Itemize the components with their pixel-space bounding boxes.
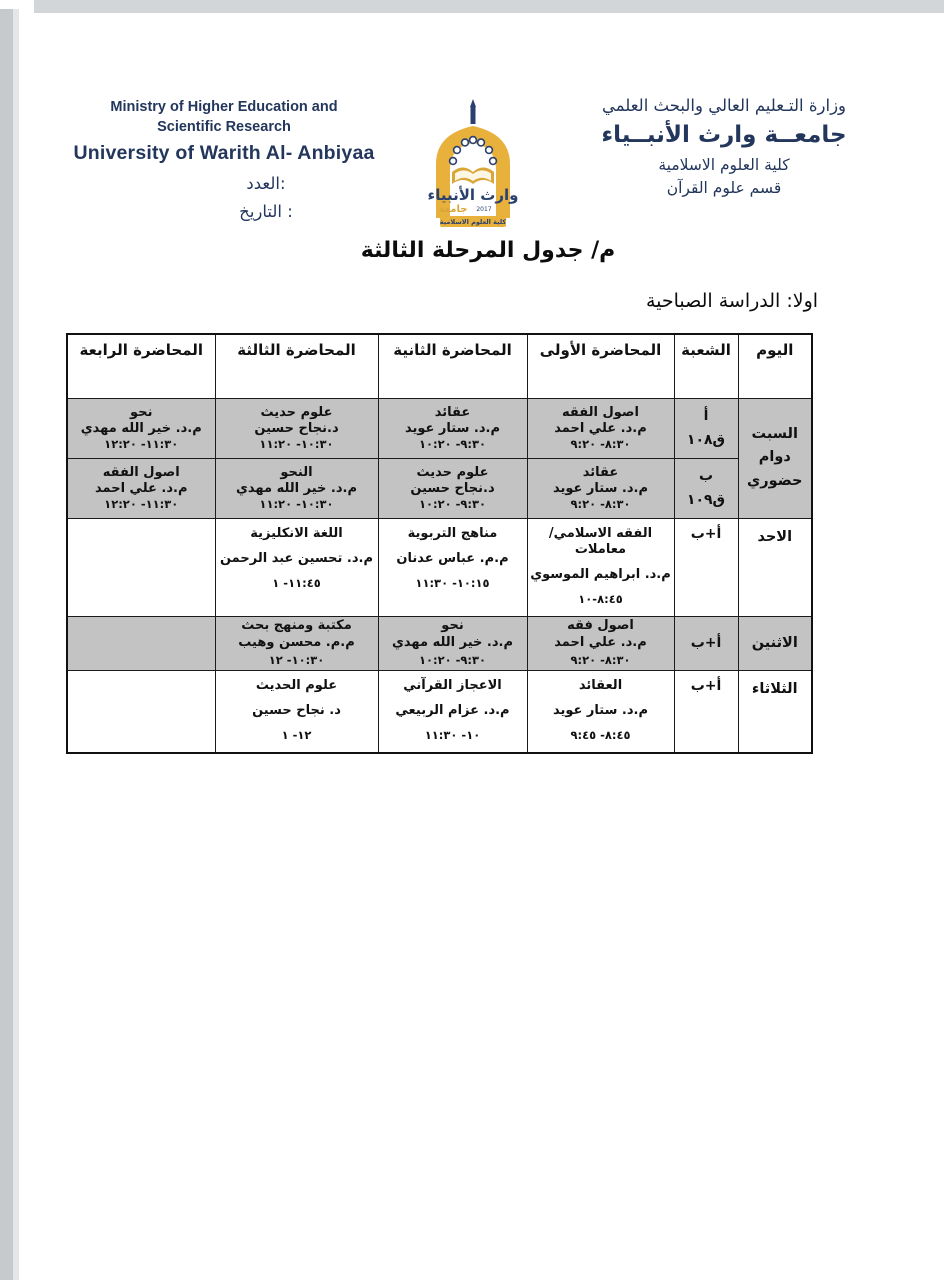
lecture-cell: [215, 398, 378, 458]
lecture-time: ٨:٣٠- ٩:٢٠: [570, 437, 631, 452]
university-logo-icon: [408, 98, 538, 232]
day-cell: [738, 398, 812, 518]
section-cell: [674, 616, 738, 670]
lecture-teacher: م.د. خير الله مهدي: [80, 420, 202, 436]
lecture-cell: [215, 616, 378, 670]
column-header: المحاضرة الأولى: [527, 334, 674, 398]
lecture-cell: [527, 670, 674, 752]
lecture-subject: الاعجاز القرآني: [403, 677, 502, 693]
ministry-name-en-line2: Scientific Research: [157, 118, 291, 135]
section-label: ب: [698, 468, 714, 484]
lecture-subject: العقائد: [578, 677, 623, 693]
lecture-time: ١٠- ١١:٣٠: [424, 728, 481, 743]
empty-lecture-cell: [67, 670, 215, 752]
lecture-subject: نحو: [130, 404, 153, 420]
schedule-table-head: [67, 334, 812, 398]
lecture-teacher: م.د. تحسين عبد الرحمن: [219, 550, 374, 566]
section-label: أ+ب: [690, 525, 722, 542]
lecture-subject: مناهج التربوية: [407, 525, 498, 541]
day-label: الثلاثاء: [751, 680, 798, 697]
column-header: المحاضرة الثالثة: [215, 334, 378, 398]
lecture-time: ١١:٣٠- ١٢:٢٠: [104, 437, 179, 452]
schedule-table: [66, 333, 813, 754]
lecture-time: ١٢- ١: [281, 728, 312, 743]
day-label: حضوري: [747, 472, 803, 489]
scan-edge-left: [0, 9, 13, 1280]
lecture-subject: اصول الفقه: [562, 404, 639, 420]
logo-calligraphy: وارث الأنبياء: [427, 186, 519, 204]
lecture-teacher: د.نجاح حسين: [254, 420, 339, 436]
number-label: العدد:: [246, 174, 286, 194]
logo-book-icon: [452, 168, 494, 185]
lecture-teacher: م.د. ستار عويد: [552, 702, 648, 718]
university-name-ar: جامعــة وارث الأنبــياء: [601, 122, 847, 148]
section-label: أ: [703, 408, 709, 424]
section-cell: [674, 670, 738, 752]
lecture-time: ٨:٣٠- ٩:٢٠: [570, 652, 631, 667]
lecture-time: ٨:٤٥- ٩:٤٥: [570, 728, 631, 743]
lecture-time: ٩:٣٠- ١٠:٢٠: [418, 497, 487, 512]
lecture-time: ٩:٣٠- ١٠:٢٠: [418, 652, 487, 667]
lecture-subject: علوم حديث: [416, 464, 489, 480]
lecture-teacher: م.د. ستار عويد: [552, 480, 648, 496]
lecture-subject: مكتبة ومنهج بحث: [241, 618, 352, 634]
lecture-cell: [527, 616, 674, 670]
empty-lecture-cell: [67, 518, 215, 616]
lecture-cell: [527, 458, 674, 518]
lecture-time: ٨:٤٥-١٠: [578, 592, 623, 607]
lecture-teacher: د. نجاح حسين: [252, 702, 341, 718]
lecture-cell: [378, 670, 527, 752]
lecture-time: ١٠:٣٠- ١١:٢٠: [259, 437, 334, 452]
lecture-cell: [527, 518, 674, 616]
section-label: أ+ب: [690, 677, 722, 694]
section-label: أ+ب: [690, 635, 722, 652]
lecture-cell: [215, 518, 378, 616]
lecture-teacher: م.د. خير الله مهدي: [236, 480, 357, 496]
section-cell: [674, 518, 738, 616]
header-arabic: [556, 96, 892, 197]
lecture-cell: [378, 398, 527, 458]
document-title: م/ جدول المرحلة الثالثة: [360, 238, 616, 263]
department-name-ar: قسم علوم القرآن: [666, 179, 782, 197]
day-label: الاثنين: [751, 634, 798, 651]
lecture-subject: نحو: [441, 618, 464, 634]
lecture-cell: [378, 458, 527, 518]
university-logo: [408, 98, 538, 232]
day-label: الاحد: [757, 528, 793, 545]
lecture-cell: [67, 458, 215, 518]
lecture-cell: [215, 458, 378, 518]
lecture-cell: [215, 670, 378, 752]
day-cell: [738, 616, 812, 670]
college-name-ar: كلية العلوم الاسلامية: [658, 156, 790, 174]
scan-edge-top: [34, 0, 944, 13]
lecture-subject: النحو: [280, 464, 313, 480]
lecture-teacher: م.م. عباس عدنان: [396, 550, 509, 566]
logo-est-year: 2017: [476, 206, 492, 213]
lecture-subject: عقائد: [434, 404, 471, 420]
section-subtitle: اولا: الدراسة الصباحية: [645, 290, 819, 312]
scan-edge-left-shade: [13, 9, 19, 1280]
university-name-en: University of Warith Al- Anbiyaa: [73, 142, 375, 165]
lecture-time: ١٠:٣٠- ١٢: [268, 652, 325, 667]
lecture-teacher: د.نجاح حسين: [410, 480, 495, 496]
section-cell: [674, 458, 738, 518]
lecture-time: ١٠:١٥- ١١:٣٠: [415, 576, 490, 590]
logo-university-word: جامعة: [438, 204, 468, 215]
lecture-cell: [378, 616, 527, 670]
lecture-time: ١٠:٣٠- ١١:٢٠: [259, 497, 334, 512]
empty-lecture-cell: [67, 616, 215, 670]
day-cell: [738, 670, 812, 752]
day-cell: [738, 518, 812, 616]
lecture-teacher: م.د. ابراهيم الموسوي: [530, 567, 671, 582]
lecture-teacher: م.د. عزام الربيعي: [395, 702, 510, 718]
logo-minaret-icon: [470, 99, 476, 124]
lecture-teacher: م.م. محسن وهيب: [238, 635, 355, 651]
lecture-subject: علوم الحديث: [255, 677, 338, 693]
lecture-subject: عقائد: [582, 464, 619, 480]
day-label: السبت: [751, 426, 798, 443]
lecture-time: ٩:٣٠- ١٠:٢٠: [418, 437, 487, 452]
lecture-teacher: م.د. خير الله مهدي: [392, 635, 513, 651]
schedule-table-body: [67, 398, 812, 753]
lecture-teacher: م.د. علي احمد: [94, 480, 188, 496]
lecture-cell: [378, 518, 527, 616]
lecture-cell: [67, 398, 215, 458]
lecture-time: ١١:٣٠- ١٢:٢٠: [104, 497, 179, 512]
section-label: ق١٠٩: [686, 492, 726, 508]
day-label: دوام: [758, 449, 791, 466]
column-header: اليوم: [738, 334, 812, 398]
lecture-teacher: م.د. ستار عويد: [404, 420, 500, 436]
lecture-subject: علوم حديث: [260, 404, 333, 420]
lecture-teacher: م.د. علي احمد: [554, 635, 647, 651]
column-header: المحاضرة الثانية: [378, 334, 527, 398]
lecture-subject: اصول الفقه: [102, 464, 180, 480]
header-english: [64, 98, 384, 221]
section-cell: [674, 398, 738, 458]
lecture-subject: اصول فقه: [567, 618, 634, 634]
section-label: ق١٠٨: [686, 432, 726, 448]
ministry-name-ar: وزارة التـعليم العالي والبحث العلمي: [601, 96, 847, 115]
lecture-teacher: م.د. علي احمد: [554, 420, 647, 436]
lecture-time: ١١:٤٥- ١: [272, 576, 321, 590]
column-header: المحاضرة الرابعة: [67, 334, 215, 398]
logo-banner-text: كلية العلوم الاسلامية: [439, 218, 507, 226]
column-header: الشعبة: [674, 334, 738, 398]
ministry-name-en-line1: Ministry of Higher Education and: [110, 99, 338, 115]
lecture-subject: الفقه الاسلامي/ معاملات: [548, 525, 653, 557]
lecture-cell: [527, 398, 674, 458]
lecture-time: ٨:٣٠- ٩:٢٠: [570, 497, 631, 512]
lecture-subject: اللغة الانكليزية: [250, 525, 343, 541]
date-label: التاريخ :: [239, 202, 293, 222]
